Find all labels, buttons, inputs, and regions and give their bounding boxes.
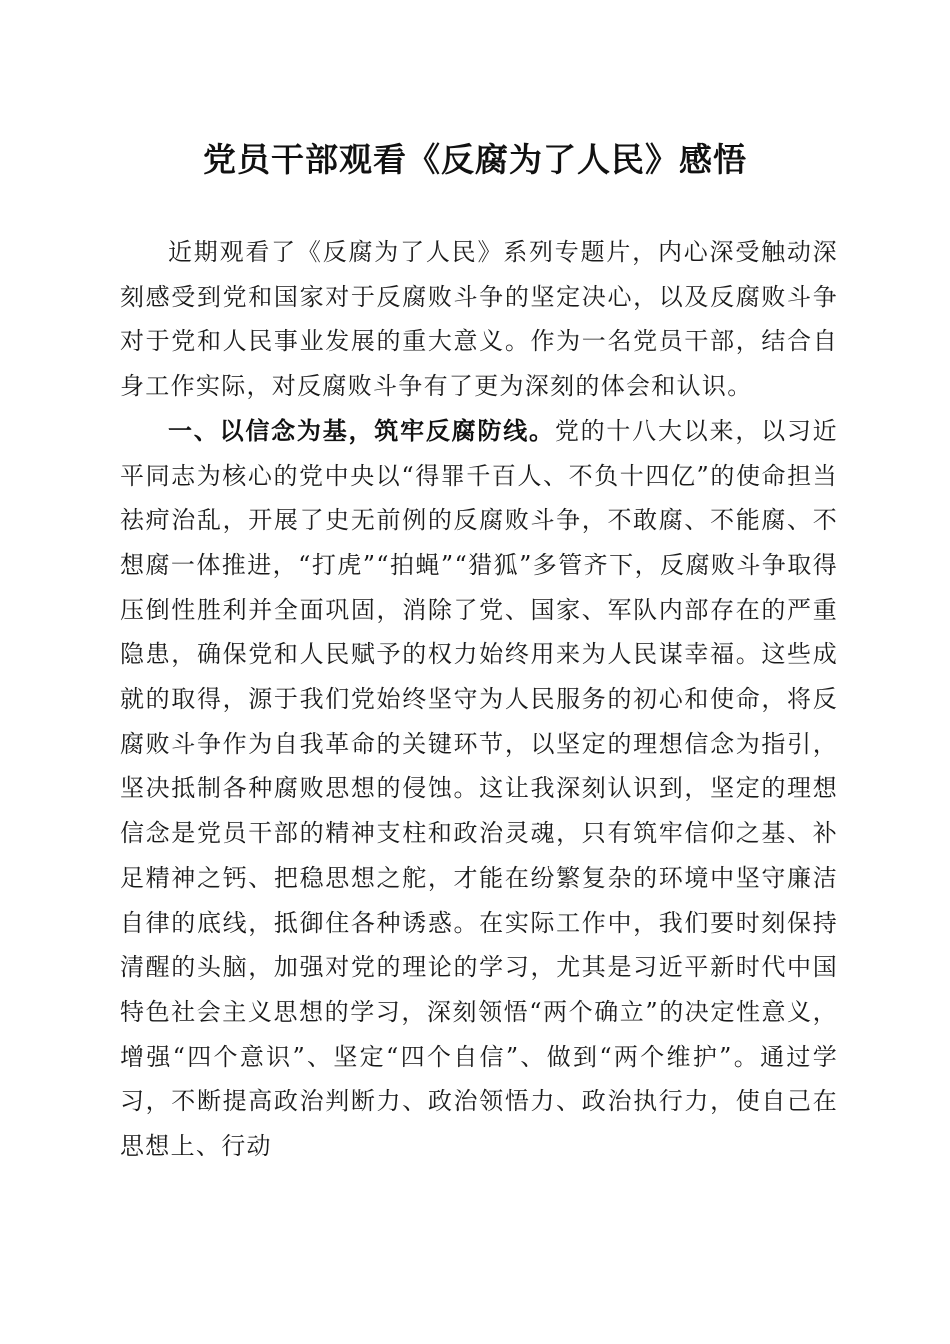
paragraph-text: 近期观看了《反腐为了人民》系列专题片，内心深受触动深刻感受到党和国家对于反腐败斗争的坚定决心，以及反腐败斗争对于党和人民事业发展的重大意义。作为一名党员干部，结合自身工作实际，对反腐败斗争有了更为深刻的体会和认识。 <box>120 238 838 401</box>
paragraph-text: 党的十八大以来，以习近平同志为核心的党中央以“得罪千百人、不负十四亿”的使命担当祛疴治乱，开展了史无前例的反腐败斗争，不敢腐、不能腐、不想腐一体推进，“打虎”“拍蝇”“猎狐”多管齐下，反腐败斗争取得压倒性胜利并全面巩固，消除了党、国家、军队内部存在的严重隐患，确保党和人民赋予的权力始终用来为人民谋幸福。这些成就的取得，源于我们党始终坚守为人民服务的初心和使命，将反腐败斗争作为自我革命的关键环节，以坚定的理想信念为指引，坚决抵制各种腐败思想的侵蚀。这让我深刻认识到，坚定的理想信念是党员干部的精神支柱和政治灵魂，只有筑牢信仰之基、补足精神之钙、把稳思想之舵，才能在纷繁复杂的环境中坚守廉洁自律的底线，抵御住各种诱惑。在实际工作中，我们要时刻保持清醒的头脑，加强对党的理论的学习，尤其是习近平新时代中国特色社会主义思想的学习，深刻领悟“两个确立”的决定性意义，增强“四个意识”、坚定“四个自信”、做到“两个维护”。通过学习，不断提高政治判断力、政治领悟力、政治执行力，使自己在思想上、行动 <box>120 416 838 1161</box>
paragraph-intro <box>120 230 838 409</box>
section-heading: 一、以信念为基，筑牢反腐防线。 <box>168 415 555 445</box>
document-body <box>120 230 838 1169</box>
document-title: 党员干部观看《反腐为了人民》感悟 <box>203 140 747 179</box>
paragraph-section-1 <box>120 409 838 1169</box>
